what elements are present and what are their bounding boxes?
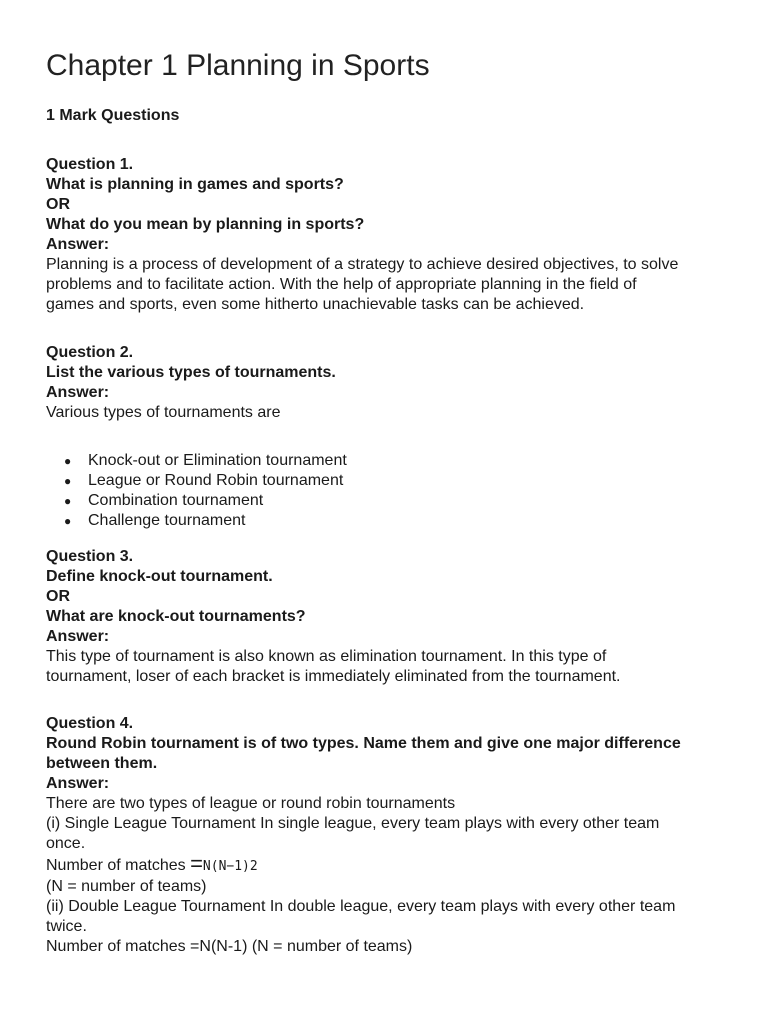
answer-text: Planning is a process of development of a strategy to achieve desired objectives, to solve [46, 256, 679, 273]
question-text: Round Robin tournament is of two types. Name them and give one major difference [46, 735, 681, 752]
formula-prefix: Number of matches [46, 857, 191, 874]
answer-text: This type of tournament is also known as elimination tournament. In this type of [46, 648, 607, 665]
list-item-text: Challenge tournament [88, 512, 246, 529]
answer-text: (ii) Double League Tournament In double league, every team plays with every other team [46, 898, 676, 915]
bullet-icon: ● [64, 474, 72, 488]
question-label: Question 3. [46, 548, 134, 565]
question-text: List the various types of tournaments. [46, 364, 336, 381]
list-item [64, 451, 722, 471]
page-title: Chapter 1 Planning in Sports [46, 49, 430, 82]
spacer [46, 531, 722, 547]
bullet-icon: ● [64, 454, 72, 468]
answer-label: Answer: [46, 628, 110, 645]
question-label: Question 4. [46, 715, 134, 732]
answer-text: once. [46, 835, 86, 852]
section-heading: 1 Mark Questions [46, 107, 180, 124]
or-label: OR [46, 588, 70, 605]
formula-line [46, 851, 722, 877]
bullet-icon: ● [64, 514, 72, 528]
list-item [64, 511, 722, 531]
answer-text: games and sports, even some hitherto unachievable tasks can be achieved. [46, 296, 585, 313]
answer-text: Various types of tournaments are [46, 404, 281, 421]
equals-sign: = [190, 851, 203, 876]
answer-label: Answer: [46, 384, 110, 401]
answer-text: (i) Single League Tournament In single league, every team plays with every other team [46, 815, 660, 832]
answer-text: Number of matches =N(N-1) (N = number of teams) [46, 938, 413, 955]
question-text: Define knock-out tournament. [46, 568, 273, 585]
tournament-types-list [46, 451, 722, 531]
formula: N(N−1)2 [202, 859, 258, 874]
list-item [64, 491, 722, 511]
question-text: What are knock-out tournaments? [46, 608, 306, 625]
bullet-icon: ● [64, 494, 72, 508]
question-block-3 [46, 547, 722, 687]
question-text: What do you mean by planning in sports? [46, 216, 365, 233]
question-label: Question 2. [46, 344, 134, 361]
list-item-text: Combination tournament [88, 492, 264, 509]
answer-text: problems and to facilitate action. With the help of appropriate planning in the field of [46, 276, 637, 293]
answer-text: (N = number of teams) [46, 878, 207, 895]
list-item-text: Knock-out or Elimination tournament [88, 452, 347, 469]
list-item-text: League or Round Robin tournament [88, 472, 344, 489]
answer-text: twice. [46, 918, 87, 935]
question-block-1 [46, 155, 722, 315]
answer-label: Answer: [46, 236, 110, 253]
answer-label: Answer: [46, 775, 110, 792]
answer-text: tournament, loser of each bracket is immediately eliminated from the tournament. [46, 668, 621, 685]
answer-text: There are two types of league or round robin tournaments [46, 795, 456, 812]
question-text: between them. [46, 755, 158, 772]
question-text: What is planning in games and sports? [46, 176, 344, 193]
or-label: OR [46, 196, 70, 213]
question-block-2 [46, 343, 722, 423]
question-label: Question 1. [46, 156, 134, 173]
list-item [64, 471, 722, 491]
question-block-4 [46, 714, 722, 957]
